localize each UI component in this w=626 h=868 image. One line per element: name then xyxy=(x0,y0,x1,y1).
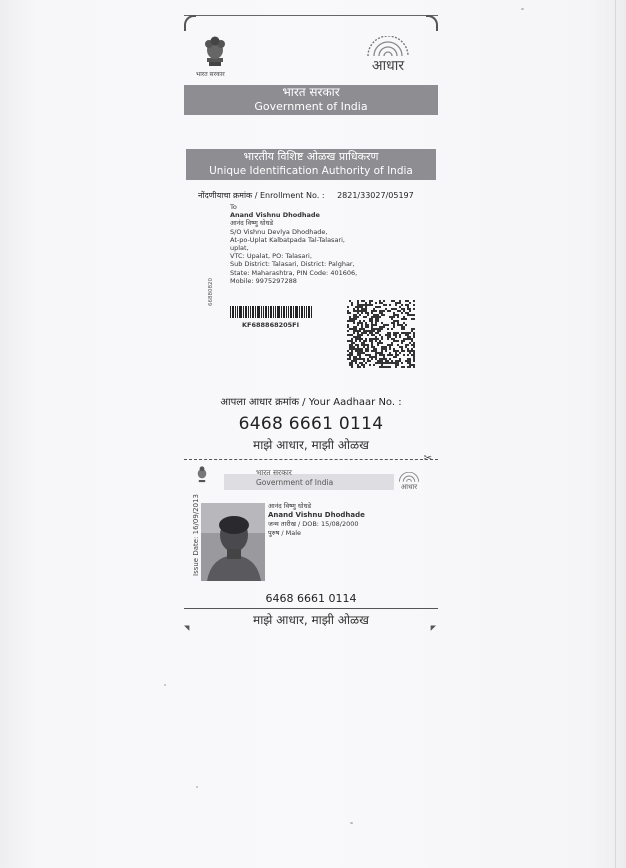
address-line: At-po-Uplat Kalbatpada Tal-Talasari, xyxy=(230,235,345,244)
scissors-icon: ✂ xyxy=(423,453,432,464)
addressee-name: Anand Vishnu Dhodhade xyxy=(230,211,320,220)
card-name: Anand Vishnu Dhodhade xyxy=(268,511,365,519)
address-line: S/O Vishnu Devlya Dhodhade, xyxy=(230,227,328,236)
enrollment-number: 2821/33027/05197 xyxy=(337,191,414,200)
uidai-english: Unique Identification Authority of India xyxy=(209,165,413,177)
address-mobile: Mobile: 9975297288 xyxy=(230,276,297,285)
card-government xyxy=(256,468,333,488)
aadhaar-tagline: माझे आधार, माझी ओळख xyxy=(253,438,369,452)
crop-mark-right: ◤ xyxy=(430,624,436,632)
aadhaar-number-label: आपला आधार क्रमांक / Your Aadhaar No. : xyxy=(220,397,402,408)
emblem-caption: भारत सरकार xyxy=(196,71,225,78)
card-gov-english: Government of India xyxy=(256,478,334,487)
paper-speck xyxy=(196,786,198,788)
page-edge xyxy=(615,0,616,868)
aadhaar-logo-text: आधार xyxy=(371,58,405,74)
card-emblem-icon xyxy=(194,464,210,484)
crop-corner-right xyxy=(426,15,438,31)
national-emblem-icon xyxy=(200,32,230,70)
address-block xyxy=(230,203,420,285)
uidai-band xyxy=(186,149,436,180)
address-line: uplat, xyxy=(230,244,249,253)
address-line: Sub District: Talasari, District: Palghar, xyxy=(230,260,355,269)
aadhaar-letter xyxy=(184,15,438,633)
paper-speck xyxy=(521,8,524,10)
crop-corner-left xyxy=(184,15,196,31)
card-gov-hindi: भारत सरकार xyxy=(256,468,292,477)
enrollment-row xyxy=(198,190,414,201)
paper-speck xyxy=(164,684,166,686)
vertical-code: 66880820 xyxy=(208,278,214,306)
card-name-marathi: आनंद विष्णु धोधडे xyxy=(268,502,312,510)
issue-date: Issue Date: 16/09/2013 xyxy=(192,494,200,576)
card-gender: पुरुष / Male xyxy=(268,529,302,537)
aadhaar-logo xyxy=(360,36,416,75)
addressee-name-marathi: आनंद विष्णु धोधडे xyxy=(230,219,274,228)
holder-photo xyxy=(201,503,265,581)
card-aadhaar-logo xyxy=(396,467,422,492)
paper-speck xyxy=(350,822,353,824)
uidai-marathi: भारतीय विशिष्ट ओळख प्राधिकरण xyxy=(243,150,379,163)
barcode-text: KF688868205FI xyxy=(242,321,300,329)
fingerprint-sun-icon xyxy=(363,36,413,56)
address-to: To xyxy=(230,203,237,211)
gov-english: Government of India xyxy=(254,100,368,113)
card-fingerprint-icon xyxy=(397,472,421,482)
crop-mark-left: ◥ xyxy=(184,624,190,632)
card-divider xyxy=(184,608,438,609)
qr-code xyxy=(347,300,415,368)
cut-line xyxy=(184,459,438,460)
barcode xyxy=(230,306,312,318)
card-tagline: माझे आधार, माझी ओळख xyxy=(253,613,369,627)
aadhaar-number: 6468 6661 0114 xyxy=(238,414,384,434)
government-band xyxy=(184,85,438,115)
gov-hindi: भारत सरकार xyxy=(282,85,340,99)
address-line: VTC: Upalat, PO: Talasari, xyxy=(230,252,312,261)
card-holder-info xyxy=(268,502,418,538)
address-line: State: Maharashtra, PIN Code: 401606, xyxy=(230,268,358,277)
enrollment-label: नोंदणीयाचा क्रमांक / Enrollment No. : xyxy=(198,191,325,200)
card-dob: जन्म तारीख / DOB: 15/08/2000 xyxy=(268,520,359,528)
card-logo-text: आधार xyxy=(400,483,418,491)
card-aadhaar-number: 6468 6661 0114 xyxy=(265,592,357,605)
